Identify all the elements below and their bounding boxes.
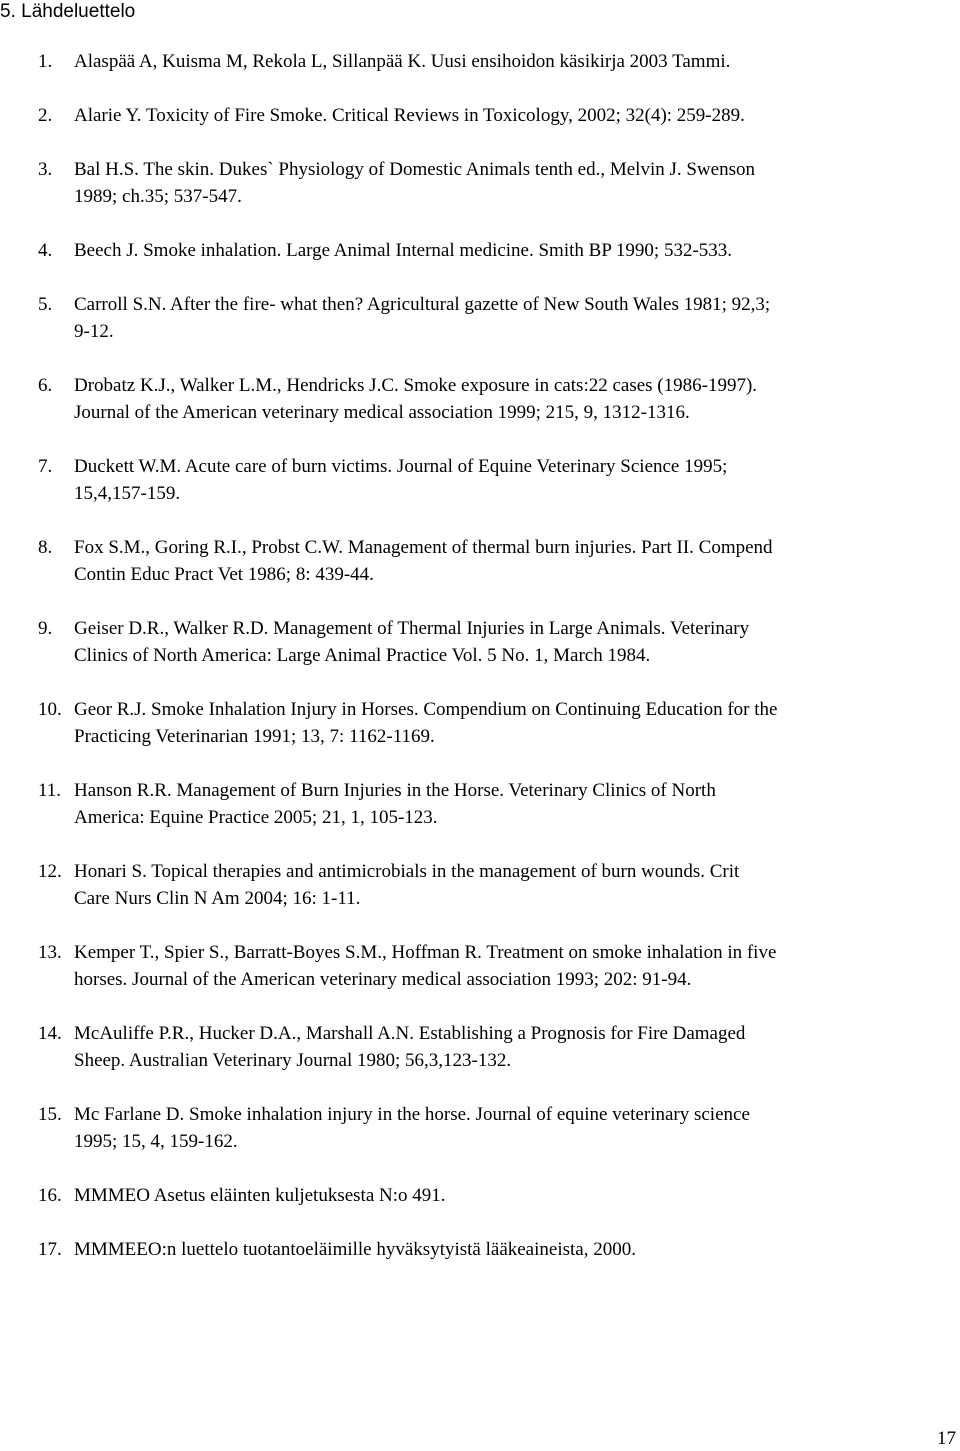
reference-text-line: McAuliffe P.R., Hucker D.A., Marshall A.N. Establishing a Prognosis for Fire Damaged (74, 1023, 746, 1044)
reference-text-line: Sheep. Australian Veterinary Journal 1980; 56,3,123-132. (74, 1050, 512, 1071)
reference-text-line: Care Nurs Clin N Am 2004; 16: 1-11. (74, 888, 361, 909)
reference-item (38, 48, 730, 75)
reference-text-line: Bal H.S. The skin. Dukes` Physiology of Domestic Animals tenth ed., Melvin J. Swenson (74, 159, 755, 180)
reference-text-line: Geiser D.R., Walker R.D. Management of Thermal Injuries in Large Animals. Veterinary (74, 618, 750, 639)
reference-text-line: Honari S. Topical therapies and antimicrobials in the management of burn wounds. Crit (74, 861, 740, 882)
reference-text-line: Drobatz K.J., Walker L.M., Hendricks J.C. Smoke exposure in cats:22 cases (1986-1997). (74, 375, 758, 396)
reference-number: 16. (38, 1185, 62, 1206)
reference-item (38, 777, 716, 831)
reference-item (38, 1101, 750, 1155)
reference-item (38, 453, 727, 507)
reference-number: 10. (38, 699, 62, 720)
reference-item (38, 1020, 745, 1074)
reference-text-line: America: Equine Practice 2005; 21, 1, 105-123. (74, 807, 438, 828)
reference-item (38, 615, 749, 669)
reference-text-line: Journal of the American veterinary medical association 1999; 215, 9, 1312-1316. (74, 402, 690, 423)
reference-item (38, 291, 770, 345)
reference-number: 6. (38, 375, 53, 396)
reference-item (38, 156, 755, 210)
reference-number: 13. (38, 942, 62, 963)
reference-text-line: 1989; ch.35; 537-547. (74, 186, 242, 207)
reference-number: 1. (38, 51, 53, 72)
reference-text-line: horses. Journal of the American veterinary medical association 1993; 202: 91-94. (74, 969, 692, 990)
reference-text-line: Carroll S.N. After the fire- what then? Agricultural gazette of New South Wales 1981; 92,3; (74, 294, 771, 315)
reference-text-line: Fox S.M., Goring R.I., Probst C.W. Management of thermal burn injuries. Part II. Compend (74, 537, 773, 558)
reference-text-line: Duckett W.M. Acute care of burn victims. Journal of Equine Veterinary Science 1995; (74, 456, 728, 477)
reference-text-line: 15,4,157-159. (74, 483, 181, 504)
reference-text-line: Mc Farlane D. Smoke inhalation injury in the horse. Journal of equine veterinary science (74, 1104, 750, 1125)
reference-number: 11. (38, 780, 62, 801)
reference-number: 8. (38, 537, 53, 558)
reference-text-line: Clinics of North America: Large Animal Practice Vol. 5 No. 1, March 1984. (74, 645, 651, 666)
reference-text-line: Contin Educ Pract Vet 1986; 8: 439-44. (74, 564, 374, 585)
reference-item (38, 939, 776, 993)
reference-text-line: 9-12. (74, 321, 114, 342)
reference-item (38, 534, 773, 588)
reference-item (38, 102, 745, 129)
reference-text-line: MMMEEO:n luettelo tuotantoeläimille hyväksytyistä lääkeaineista, 2000. (74, 1239, 636, 1260)
reference-text-line: Practicing Veterinarian 1991; 13, 7: 1162-1169. (74, 726, 435, 747)
reference-number: 7. (38, 456, 53, 477)
reference-number: 14. (38, 1023, 62, 1044)
reference-text-line: Hanson R.R. Management of Burn Injuries in the Horse. Veterinary Clinics of North (74, 780, 716, 801)
reference-text-line: Alarie Y. Toxicity of Fire Smoke. Critical Reviews in Toxicology, 2002; 32(4): 259-289. (74, 105, 745, 126)
reference-number: 12. (38, 861, 62, 882)
reference-item (38, 372, 757, 426)
reference-number: 2. (38, 105, 53, 126)
reference-number: 3. (38, 159, 53, 180)
reference-number: 15. (38, 1104, 62, 1125)
reference-item (38, 1236, 636, 1263)
reference-number: 17. (38, 1239, 62, 1260)
reference-number: 5. (38, 294, 53, 315)
page-number: 17 (937, 1428, 956, 1449)
reference-text-line: Alaspää A, Kuisma M, Rekola L, Sillanpää K. Uusi ensihoidon käsikirja 2003 Tammi. (74, 51, 731, 72)
reference-item (38, 237, 732, 264)
reference-item (38, 696, 777, 750)
reference-text-line: MMMEO Asetus eläinten kuljetuksesta N:o 491. (74, 1185, 446, 1206)
reference-text-line: 1995; 15, 4, 159-162. (74, 1131, 238, 1152)
reference-item (38, 858, 739, 912)
reference-number: 4. (38, 240, 53, 261)
reference-number: 9. (38, 618, 53, 639)
reference-item (38, 1182, 446, 1209)
reference-text-line: Kemper T., Spier S., Barratt-Boyes S.M., Hoffman R. Treatment on smoke inhalation in five (74, 942, 777, 963)
reference-text-line: Geor R.J. Smoke Inhalation Injury in Horses. Compendium on Continuing Education for the (74, 699, 778, 720)
reference-text-line: Beech J. Smoke inhalation. Large Animal Internal medicine. Smith BP 1990; 532-533. (74, 240, 733, 261)
section-heading: 5. Lähdeluettelo (0, 1, 136, 22)
